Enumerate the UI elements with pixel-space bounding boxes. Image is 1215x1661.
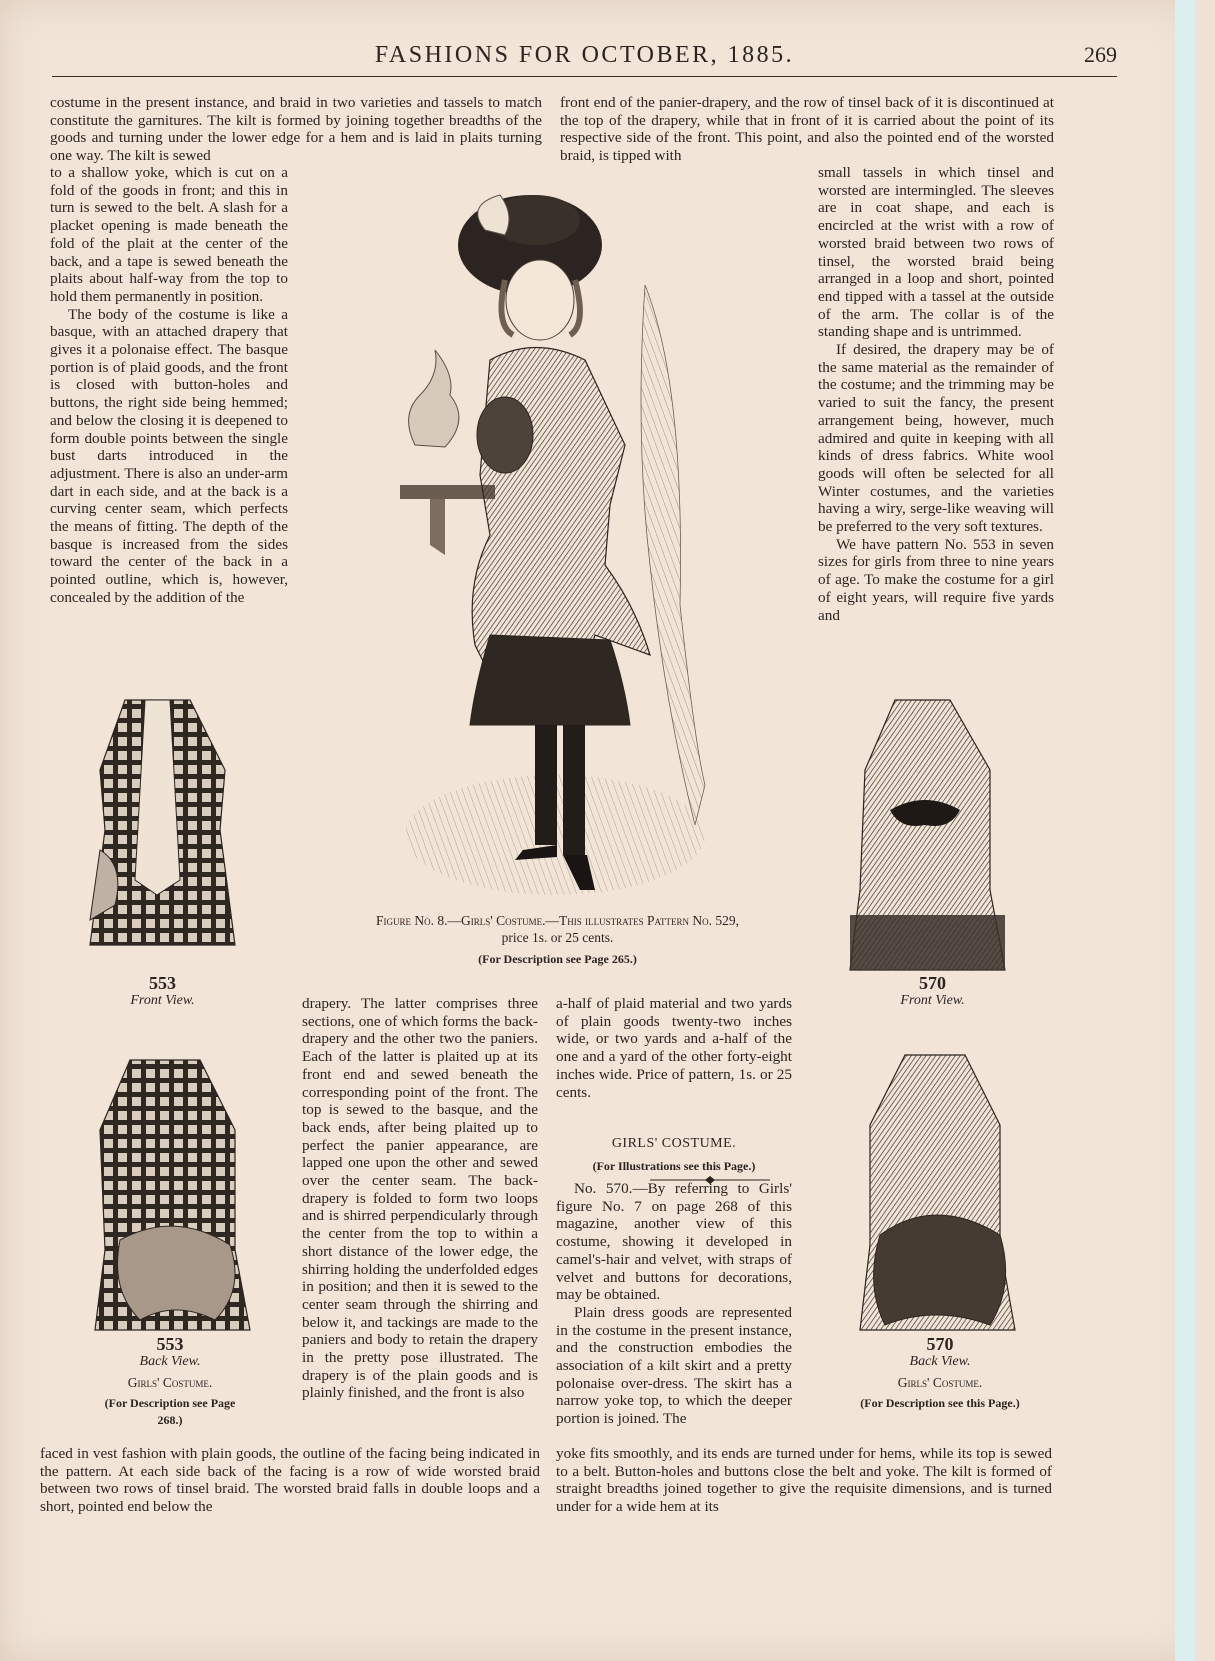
bottom-left-text: faced in vest fashion with plain goods, the outline of the facing being indicated in the pattern. At each side back of the facing is a row of wide worsted braid between two rows of tinsel braid. The worsted braid falls in double loops and a short, pointed end below the (40, 1445, 540, 1516)
col-mid-a-text: drapery. The latter comprises three sections, one of which forms the back-drapery and the other two the paniers. Each of the latter is plaited up at its front end and sewed beneath the corresponding point of the front. The top is sewed to the basque, and the back ends, after being plaited up to perfect the panier appearance, are lapped one upon the other and sewed over the center seam. The back-drapery is folded to form two loops and is shirred perpendicularly through the center from the top to within a short distance of the lower edge, the shirring holding the underfolded edges in position; and then it is sewed to the center seam through the shirring and below it, and tackings are made to the paniers and body to retain the drapery in the pretty pose illustrated. The drapery is of the plain goods and is plainly finished, and the front is also (302, 995, 538, 1402)
col1-top-text: costume in the present instance, and braid in two varieties and tassels to match constitute the garnitures. The kilt is formed by joining together breadths of the goods and turning under the lower edge for a hem and is laid in plaits turning one way. The kilt is sewed (50, 94, 542, 165)
col2-narrow-text: small tassels in which tinsel and worsted are intermingled. The sleeves are in coat shape, and each is encircled at the wrist with a row of worsted braid between two rows of tinsel, the worsted braid being arranged in a loop and short, pointed end tipped with a tassel at the outside of the arm. The collar is of the standing shape and is untrimmed. If desired, the drapery may be of the same material as the remainder of the costume; and the trimming may be varied to suit the fancy, the present arrangement being, however, much admired and quite in keeping with all kinds of dress fabrics. White wool goods will often be selected for all Winter costumes, and the varieties having a wiry, serge-like weaving will be preferred to the very soft textures. We have pattern No. 553 in seven sizes for girls from three to nine years of age. To make the costume for a girl of eight years, will require five yards and (818, 164, 1054, 624)
553-front-caption: 553 Front View. (130, 973, 195, 1008)
costume-570-front-illustration (840, 690, 1010, 975)
costume-553-front-illustration (85, 690, 240, 975)
col1-narrow-text: to a shallow yoke, which is cut on a fold of the goods in front; and this in turn is sewed to the belt. A slash for a placket opening is made beneath the fold of the plait at the center of the back, and a tape is sewed beneath the plaits about half-way from the top to hold them permanently in position. The body of the costume is like a basque, with an attached drapery that gives it a polonaise effect. The basque portion is of plaid goods, and the front is closed with button-holes and buttons, the right side being hemmed; and below the closing it is deepened to form double points between the single bust darts introduced in the adjustment. There is also an under-arm dart in each side, and at the back is a curving center seam, which perfects the means of fitting. The depth of the basque is increased from the sides toward the center of the back in a pointed outline, which is, however, concealed by the addition of the (50, 164, 288, 606)
page-header (52, 42, 1117, 77)
page-title: FASHIONS FOR OCTOBER, 1885. (374, 42, 795, 68)
figure-caption: Figure No. 8.—Girls' Costume.—This illustrates Pattern No. 529, price 1s. or 25 cents. (For Description see Page 265.) (376, 913, 739, 966)
scan-edge (1175, 0, 1195, 1661)
col-mid-b-text: a-half of plaid material and two yards of plain goods twenty-two inches wide, or two yards and a-half of the one and a yard of the other forty-eight inches wide. Price of pattern, 1s. or 25 cents. (556, 995, 792, 1101)
page-number: 269 (1084, 42, 1117, 67)
570-front-caption: 570 Front View. (900, 973, 965, 1008)
girls-costume-section-heading: GIRLS' COSTUME. (For Illustrations see this Page.) (592, 1136, 756, 1173)
costume-553-back-illustration (85, 1050, 260, 1335)
570-back-caption: 570 Back View. Girls' Costume. (For Description see this Page.) (860, 1334, 1020, 1410)
bottom-right-text: yoke fits smoothly, and its ends are turned under for hems, while its top is sewed to a belt. Button-holes and buttons close the belt and yoke. The kilt is formed of straight breadths joined together to give the requisite dimensions, and is turned under for a wide hem at its (556, 1445, 1052, 1516)
costume-570-back-illustration (850, 1045, 1020, 1335)
girl-figure-illustration (395, 185, 715, 905)
553-back-caption: 553 Back View. Girls' Costume. (For Description see Page 268.) (104, 1334, 236, 1427)
col2-top-text: front end of the panier-drapery, and the row of tinsel back of it is discontinued at the top of the drapery, while that in front of it is carried about the point of its respective side of the front. This point, and also the pointed end of the worsted braid, is tipped with (560, 94, 1054, 165)
col-mid-b-text-2: No. 570.—By referring to Girls' figure No. 7 on page 268 of this magazine, another view of this costume, showing it developed in camel's-hair and velvet, with straps of velvet and buttons for decorations, may be obtained. Plain dress goods are represented in the costume in the present instance, and the construction embodies the association of a kilt skirt and a pretty polonaise over-dress. The skirt has a narrow yoke top, to which the deeper portion is joined. The (556, 1180, 792, 1428)
